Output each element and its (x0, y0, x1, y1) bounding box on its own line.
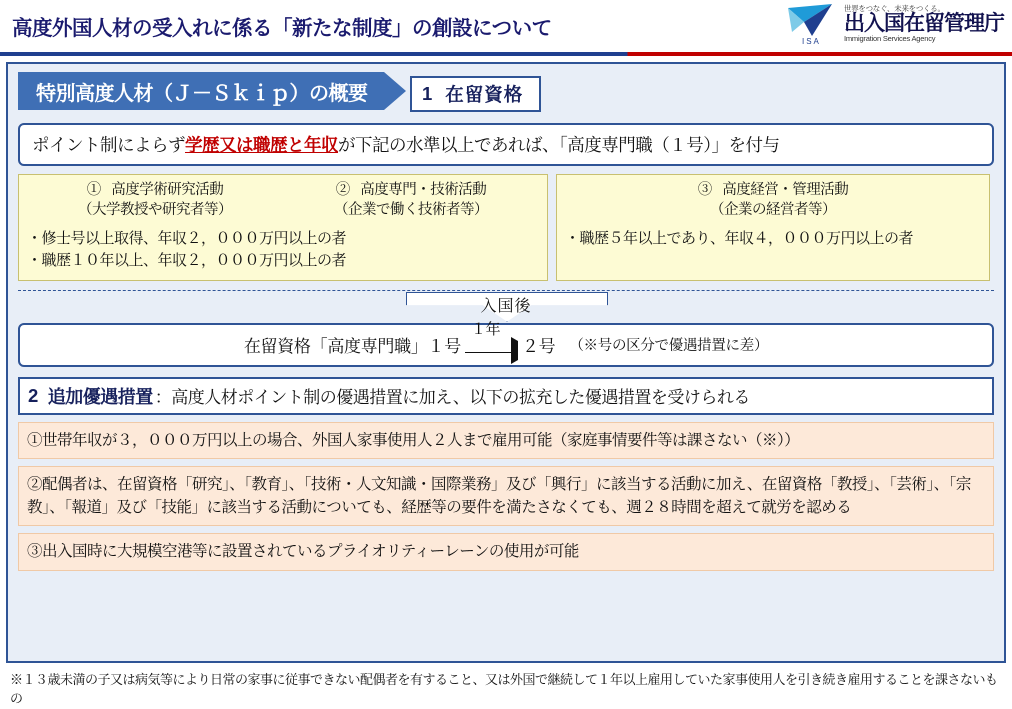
category-2-heading (283, 181, 539, 220)
category-2-subtitle: （企業で働く技術者等） (334, 201, 488, 218)
isa-logo-icon (782, 2, 838, 46)
section2-lead: ：高度人材ポイント制の優遇措置に加え、以下の拡充した優遇措置を受けられる (154, 388, 750, 408)
after-entry-label: 入国後 (480, 297, 532, 315)
category-box-right (556, 174, 990, 281)
logo-name: 出入国在留管理庁 (844, 11, 1004, 35)
status-note: （※号の区分で優遇措置に差） (569, 338, 769, 355)
category-1-title: 高度学術研究活動 (111, 182, 224, 198)
after-entry-arrow (406, 292, 606, 320)
category-3-subtitle: （企業の経営者等） (710, 201, 836, 218)
status-pre-text: 在留資格「高度専門職」１号 (243, 337, 461, 357)
section1-title: 在留資格 (445, 83, 524, 105)
section1-label (410, 76, 541, 112)
svg-text:ISA: ISA (802, 37, 821, 46)
after-entry-divider (18, 290, 994, 321)
one-year-label: １年 (470, 320, 501, 338)
page-header (0, 0, 1012, 52)
list-item: ・職歴１０年以上、年収２，０００万円以上の者 (27, 251, 347, 269)
status-post-text: ２号 (521, 337, 556, 357)
section1-lead-strip (18, 123, 994, 166)
footnote: ※１３歳未満の子又は病気等により日常の家事に従事できない配偶者を有すること、又は外国で継続して１年以上雇用していた家事使用人を引き続き雇用することを課さないもの (10, 672, 998, 706)
one-year-arrow-icon (465, 320, 518, 355)
banner-arrow-icon (384, 72, 406, 110)
category-1-marker: ① (86, 182, 101, 198)
category-1-subtitle: （大学教授や研究者等） (78, 201, 232, 218)
category-2-marker: ② (335, 182, 350, 198)
header-divider (0, 52, 1012, 56)
category-headings-left (27, 181, 539, 220)
status-strip (18, 320, 994, 367)
category-left-items (27, 228, 539, 272)
category-3-marker: ③ (697, 182, 712, 198)
section-banner (18, 72, 406, 110)
page-title: 高度外国人材の受入れに係る「新たな制度」の創設について (12, 17, 552, 40)
section2-number: 2 (28, 384, 38, 406)
benefit-item-3: ③出入国時に大規模空港等に設置されているプライオリティーレーンの使用が可能 (18, 533, 994, 570)
category-3-title: 高度経営・管理活動 (722, 182, 849, 198)
category-3-heading (565, 181, 981, 220)
content-panel (6, 62, 1006, 663)
lead-pre-text: ポイント制によらず (32, 135, 185, 155)
category-1-heading (27, 181, 283, 220)
category-right-items (565, 228, 981, 250)
section1-number: 1 (421, 82, 434, 104)
lead-highlight-text: 学歴又は職歴と年収 (185, 135, 338, 155)
section2-header (18, 377, 994, 415)
category-2-title: 高度専門・技術活動 (360, 182, 487, 198)
section-banner-label: 特別高度人材（Ｊ－Ｓｋｉｐ）の概要 (18, 72, 384, 110)
lead-post-text: が下記の水準以上であれば、「高度専門職（１号）」を付与 (338, 135, 780, 155)
benefit-item-2: ②配偶者は、在留資格「研究」、「教育」、「技術・人文知識・国際業務」及び「興行」に該当する活動に加え、在留資格「教授」、「芸術」、「宗教」、「報道」及び「技能」に該当する活動についても、経歴等の要件を満たさなくても、週２８時間を超えて就労を認める (18, 466, 994, 527)
section2-title: 追加優遇措置 (47, 386, 153, 407)
benefit-item-1: ①世帯年収が３，０００万円以上の場合、外国人家事使用人２人まで雇用可能（家庭事情要件等は課さない（※）） (18, 422, 994, 459)
list-item: ・修士号以上取得、年収２，０００万円以上の者 (27, 230, 347, 248)
logo-english: Immigration Services Agency (844, 34, 936, 44)
agency-logo (782, 2, 1004, 46)
category-headings-right (565, 181, 981, 220)
logo-tagline: 世界をつなぐ、未来をつくる。 (844, 4, 945, 14)
category-box-row (18, 174, 994, 281)
list-item: ・職歴５年以上であり、年収４，０００万円以上の者 (565, 230, 914, 248)
category-box-left (18, 174, 548, 281)
